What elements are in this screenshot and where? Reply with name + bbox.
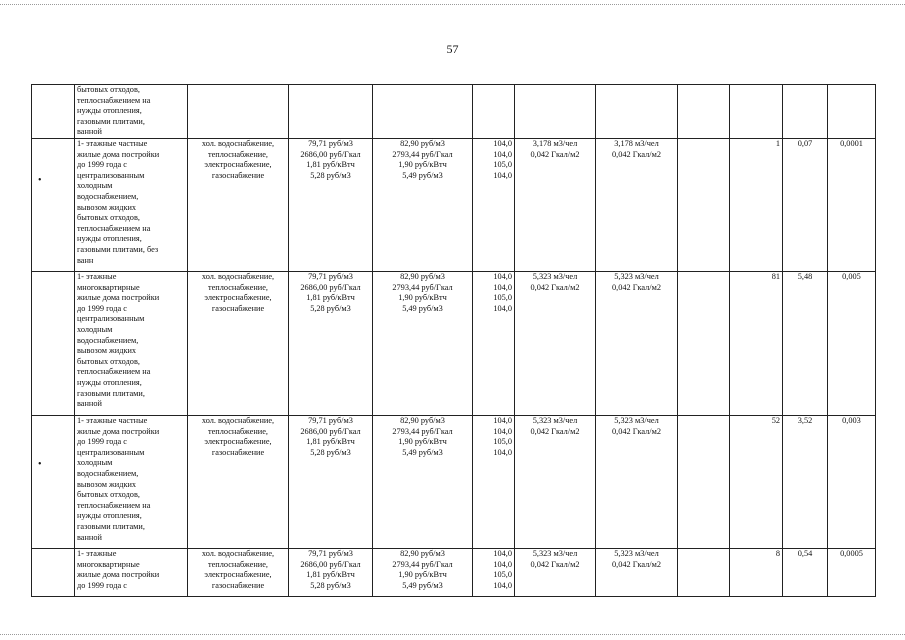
tariff-old-line: 79,71 руб/м3 (308, 138, 353, 148)
norm-old-line: 0,042 Гкал/м2 (530, 282, 580, 292)
index-line: 105,0 (493, 570, 512, 580)
service-line: хол. водоснабжение, (201, 138, 275, 148)
percent-value: 0,003 (828, 415, 876, 548)
count-value: 1 (730, 138, 783, 271)
row-index-cell (32, 415, 75, 548)
tariff-old-line: 1,81 руб/кВтч (306, 160, 355, 170)
tariff-new-cell (373, 415, 473, 548)
tariff-old-line: 5,28 руб/м3 (310, 580, 351, 590)
share-value (783, 85, 828, 139)
tariff-old-line: 5,28 руб/м3 (310, 303, 351, 313)
empty-cell (678, 271, 730, 415)
housing-type-cell (75, 415, 188, 548)
tariff-new-line: 5,49 руб/м3 (402, 170, 443, 180)
norm-new-cell (596, 548, 678, 596)
share-value: 3,52 (783, 415, 828, 548)
tariff-old-line: 1,81 руб/кВтч (306, 293, 355, 303)
index-line: 104,0 (493, 282, 512, 292)
tariff-new-line: 82,90 руб/м3 (400, 548, 445, 558)
index-line: 104,0 (493, 303, 512, 313)
housing-type-line: централизованным (77, 447, 145, 457)
norm-new-line: 0,042 Гкал/м2 (611, 426, 662, 436)
norm-old-cell (515, 415, 596, 548)
table-row (32, 415, 876, 548)
norm-new-line: 5,323 м3/чел (614, 415, 659, 425)
table-row (32, 85, 876, 139)
housing-type-line: жилые дома постройки (77, 426, 160, 436)
norm-new-cell (596, 415, 678, 548)
index-line: 105,0 (493, 160, 512, 170)
service-line: газоснабжение (211, 580, 265, 590)
tariff-new-line: 2793,44 руб/Гкал (392, 559, 453, 569)
service-cell (188, 271, 289, 415)
index-line: 104,0 (493, 426, 512, 436)
housing-type-line: нужды отопления, (77, 511, 142, 521)
percent-value: 0,005 (828, 271, 876, 415)
tariff-new-line: 1,90 руб/кВтч (398, 160, 447, 170)
tariff-new-line: 82,90 руб/м3 (400, 138, 445, 148)
norm-new-line: 0,042 Гкал/м2 (611, 282, 662, 292)
service-cell (188, 415, 289, 548)
housing-type-line: холодным (77, 181, 113, 191)
page-number: 57 (446, 42, 459, 56)
norm-old-line: 3,178 м3/чел (532, 138, 578, 148)
tariff-new-cell (373, 85, 473, 139)
housing-type-line: нужды отопления, (77, 377, 142, 387)
tariff-old-line: 2686,00 руб/Гкал (300, 149, 361, 159)
housing-type-line: ванной (77, 399, 102, 409)
tariff-old-cell (289, 271, 373, 415)
tariff-old-cell (289, 548, 373, 596)
norm-new-line: 0,042 Гкал/м2 (611, 559, 662, 569)
tariff-old-line: 79,71 руб/м3 (308, 271, 353, 281)
norm-old-cell (515, 548, 596, 596)
tariff-old-cell (289, 138, 373, 271)
table-row (32, 271, 876, 415)
housing-type-line: газовыми плитами, (77, 388, 145, 398)
tariff-new-cell (373, 271, 473, 415)
tariff-new-line: 82,90 руб/м3 (400, 415, 445, 425)
housing-type-line: 1- этажные частные (77, 138, 148, 148)
norm-old-cell (515, 85, 596, 139)
housing-type-line: до 1999 года с (77, 437, 127, 447)
count-value: 81 (730, 271, 783, 415)
tariff-old-line: 2686,00 руб/Гкал (300, 282, 361, 292)
norm-old-line: 5,323 м3/чел (532, 548, 578, 558)
norm-old-line: 5,323 м3/чел (532, 415, 578, 425)
service-line: газоснабжение (211, 447, 265, 457)
housing-type-line: до 1999 года с (77, 160, 127, 170)
housing-type-line: бытовых отходов, (77, 356, 140, 366)
percent-value: 0,0005 (828, 548, 876, 596)
norm-old-line: 5,323 м3/чел (532, 271, 578, 281)
housing-type-line: 1- этажные (77, 271, 117, 281)
housing-type-line: газовыми плитами, без (77, 244, 159, 254)
row-index-cell (32, 138, 75, 271)
housing-type-line: централизованным (77, 314, 145, 324)
share-value: 5,48 (783, 271, 828, 415)
housing-type-line: теплоснабжением на (77, 367, 151, 377)
norm-old-line: 0,042 Гкал/м2 (530, 426, 580, 436)
tariff-table (31, 84, 876, 597)
tariff-old-line: 79,71 руб/м3 (308, 415, 353, 425)
housing-type-line: до 1999 года с (77, 580, 127, 590)
housing-type-line: вывозом жидких (77, 202, 137, 212)
norm-new-cell (596, 138, 678, 271)
housing-type-cell (75, 548, 188, 596)
housing-type-line: водоснабжением, (77, 468, 139, 478)
norm-new-line: 5,323 м3/чел (614, 548, 659, 558)
housing-type-line: многоквартирные (77, 282, 140, 292)
share-value: 0,07 (783, 138, 828, 271)
housing-type-line: до 1999 года с (77, 303, 127, 313)
housing-type-line: ванной (77, 127, 102, 137)
margin-bullet: • (38, 459, 42, 470)
tariff-new-line: 2793,44 руб/Гкал (392, 149, 453, 159)
index-cell (473, 138, 515, 271)
percent-value: 0,0001 (828, 138, 876, 271)
service-line: теплоснабжение, (207, 282, 268, 292)
percent-value (828, 85, 876, 139)
tariff-new-line: 5,49 руб/м3 (402, 447, 443, 457)
service-cell (188, 138, 289, 271)
index-line: 104,0 (493, 447, 512, 457)
service-line: теплоснабжение, (207, 426, 268, 436)
norm-new-line: 5,323 м3/чел (614, 271, 659, 281)
empty-cell (678, 138, 730, 271)
share-value: 0,54 (783, 548, 828, 596)
service-line: теплоснабжение, (207, 149, 268, 159)
service-line: электроснабжение, (204, 293, 272, 303)
table-row (32, 138, 876, 271)
service-line: электроснабжение, (204, 160, 272, 170)
housing-type-cell (75, 85, 188, 139)
housing-type-line: 1- этажные частные (77, 415, 148, 425)
housing-type-line: холодным (77, 324, 113, 334)
index-line: 104,0 (493, 149, 512, 159)
housing-type-cell (75, 138, 188, 271)
row-index-cell (32, 271, 75, 415)
tariff-old-cell (289, 415, 373, 548)
housing-type-line: вывозом жидких (77, 479, 137, 489)
index-cell (473, 85, 515, 139)
tariff-new-line: 5,49 руб/м3 (402, 580, 443, 590)
norm-old-cell (515, 138, 596, 271)
housing-type-line: централизованным (77, 170, 145, 180)
housing-type-line: газовыми плитами, (77, 521, 145, 531)
margin-bullet: • (38, 175, 42, 186)
count-value (730, 85, 783, 139)
tariff-old-line: 1,81 руб/кВтч (306, 437, 355, 447)
service-line: электроснабжение, (204, 437, 272, 447)
tariff-new-line: 1,90 руб/кВтч (398, 293, 447, 303)
service-line: газоснабжение (211, 303, 265, 313)
service-line: хол. водоснабжение, (201, 415, 275, 425)
tariff-old-line: 2686,00 руб/Гкал (300, 426, 361, 436)
tariff-new-line: 2793,44 руб/Гкал (392, 426, 453, 436)
housing-type-line: ванной (77, 532, 102, 542)
housing-type-line: ванн (77, 255, 94, 265)
tariff-old-line: 5,28 руб/м3 (310, 170, 351, 180)
housing-type-line: газовыми плитами, (77, 116, 145, 126)
index-cell (473, 415, 515, 548)
service-line: газоснабжение (211, 170, 265, 180)
tariff-old-line: 79,71 руб/м3 (308, 548, 353, 558)
tariff-new-line: 2793,44 руб/Гкал (392, 282, 453, 292)
tariff-new-line: 1,90 руб/кВтч (398, 570, 447, 580)
index-line: 104,0 (493, 138, 512, 148)
housing-type-line: вывозом жидких (77, 346, 137, 356)
housing-type-line: теплоснабжением на (77, 95, 151, 105)
empty-cell (678, 415, 730, 548)
housing-type-line: нужды отопления, (77, 234, 142, 244)
index-cell (473, 548, 515, 596)
index-cell (473, 271, 515, 415)
tariff-new-line: 5,49 руб/м3 (402, 303, 443, 313)
norm-new-line: 3,178 м3/чел (614, 138, 659, 148)
norm-old-line: 0,042 Гкал/м2 (530, 559, 580, 569)
housing-type-line: теплоснабжением на (77, 223, 151, 233)
housing-type-line: жилые дома постройки (77, 293, 160, 303)
scan-edge-top (0, 4, 905, 5)
index-line: 104,0 (493, 580, 512, 590)
housing-type-line: водоснабжением, (77, 191, 139, 201)
index-line: 104,0 (493, 559, 512, 569)
tariff-new-line: 1,90 руб/кВтч (398, 437, 447, 447)
housing-type-line: теплоснабжением на (77, 500, 151, 510)
housing-type-line: бытовых отходов, (77, 213, 140, 223)
service-line: теплоснабжение, (207, 559, 268, 569)
index-line: 104,0 (493, 548, 512, 558)
row-index-cell (32, 85, 75, 139)
housing-type-line: холодным (77, 458, 113, 468)
row-index-cell (32, 548, 75, 596)
norm-new-cell (596, 85, 678, 139)
norm-old-line: 0,042 Гкал/м2 (530, 149, 580, 159)
housing-type-line: многоквартирные (77, 559, 140, 569)
tariff-old-line: 5,28 руб/м3 (310, 447, 351, 457)
tariff-old-cell (289, 85, 373, 139)
tariff-old-line: 2686,00 руб/Гкал (300, 559, 361, 569)
housing-type-cell (75, 271, 188, 415)
count-value: 8 (730, 548, 783, 596)
index-line: 104,0 (493, 271, 512, 281)
index-line: 105,0 (493, 437, 512, 447)
service-line: хол. водоснабжение, (201, 271, 275, 281)
housing-type-line: бытовых отходов, (77, 490, 140, 500)
service-line: электроснабжение, (204, 570, 272, 580)
count-value: 52 (730, 415, 783, 548)
tariff-old-line: 1,81 руб/кВтч (306, 570, 355, 580)
empty-cell (678, 548, 730, 596)
table-row (32, 548, 876, 596)
housing-type-line: нужды отопления, (77, 106, 142, 116)
index-line: 104,0 (493, 415, 512, 425)
tariff-new-cell (373, 138, 473, 271)
empty-cell (678, 85, 730, 139)
service-cell (188, 85, 289, 139)
norm-new-cell (596, 271, 678, 415)
housing-type-line: жилые дома постройки (77, 149, 160, 159)
index-line: 104,0 (493, 170, 512, 180)
index-line: 105,0 (493, 293, 512, 303)
scan-edge-bottom (0, 634, 905, 635)
housing-type-line: бытовых отходов, (77, 85, 140, 94)
housing-type-line: жилые дома постройки (77, 570, 160, 580)
norm-new-line: 0,042 Гкал/м2 (611, 149, 662, 159)
tariff-new-cell (373, 548, 473, 596)
housing-type-line: 1- этажные (77, 548, 117, 558)
housing-type-line: водоснабжением, (77, 335, 139, 345)
tariff-new-line: 82,90 руб/м3 (400, 271, 445, 281)
service-cell (188, 548, 289, 596)
service-line: хол. водоснабжение, (201, 548, 275, 558)
norm-old-cell (515, 271, 596, 415)
